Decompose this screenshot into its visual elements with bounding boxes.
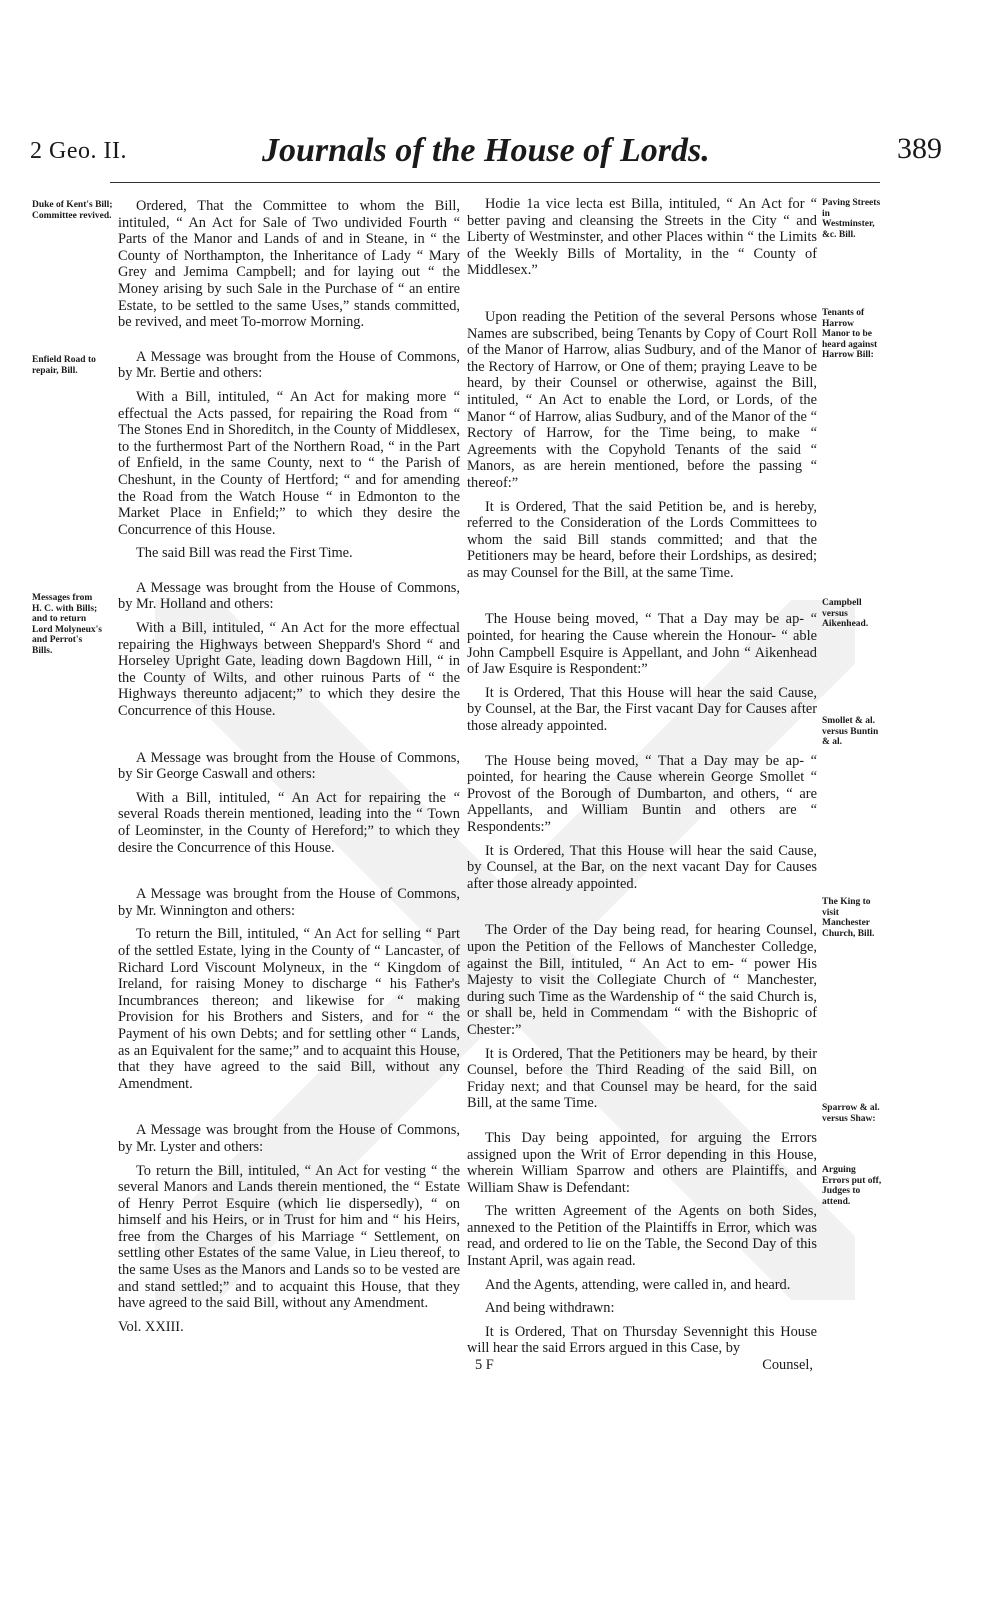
paragraph: With a Bill, intituled, “ An Act for repairing the “ several Roads therein mentioned, leading into the “ Town of Leominster, in the County of Hereford;” to which they desire the Concurrence of this House. (118, 789, 460, 856)
margin-note-right: Paving Streets in Westminster, &c. Bill. (822, 198, 881, 240)
paragraph: It is Ordered, That this House will hear the said Cause, by Counsel, at the Bar, the First vacant Day for Causes after those already appointed. (467, 684, 817, 735)
paragraph: To return the Bill, intituled, “ An Act for selling “ Part of the settled Estate, lying in the County of “ Lancaster, of Richard Lord Viscount Molyneux, in the “ Kingdom of Ireland, for raising Money to discharge “ his Father's Incumbrances thereon; and likewise for “ making Provision for his Brothers and Sisters, and for “ the Payment of his own Debts; and for settling other “ Lands, as an Equivalent for the same;” and to acquaint this House, that they have agreed to the said Bill, without any Amendment. (118, 926, 460, 1092)
page-number: 389 (897, 132, 942, 165)
regnal-year: 2 Geo. II. (30, 138, 127, 164)
paragraph: The Order of the Day being read, for hearing Counsel, upon the Petition of the Fellows of Manchester Colledge, against the Bill, intituled, “ An Act to em- “ power His Majesty to visit the Collegiate Church of “ Manchester, during such Time as the Wardenship of “ the said Church is, or shall be, held in Commendam “ with the Bishopric of Chester:” (467, 922, 817, 1038)
paragraph: The written Agreement of the Agents on both Sides, annexed to the Petition of the Plaintiffs in Error, which was read, and ordered to lie on the Table, the Second Day of this Instant April, was again read. (467, 1203, 817, 1270)
left-text-column (118, 198, 460, 1335)
right-text-column (467, 196, 817, 1375)
margin-note-right: Arguing Errors put off, Judges to attend. (822, 1165, 882, 1207)
margin-note-right: Smollet & al. versus Buntin & al. (822, 716, 879, 747)
margin-note-left: Enfield Road to repair, Bill. (32, 355, 96, 376)
paragraph: With a Bill, intituled, “ An Act for making more “ effectual the Acts passed, for repairing the Road from “ The Stones End in Shoreditch, in the County of Middlesex, to the furthermost Part of the Northern Road, “ in the Part of Enfield, in the same County, next to “ the Parish of Cheshunt, in the County of Hertford; “ and for amending the Road from the Watch House “ in Edmonton to the Market Place in Enfield;” to which they desire the Concurrence of this House. (118, 388, 460, 538)
journal-title: Journals of the House of Lords. (262, 132, 710, 169)
paragraph: With a Bill, intituled, “ An Act for the more effectual repairing the Highways between Sheppard's Shord “ and Horseley Upright Gate, leading down Bagdown Hill, “ in the County of Wilts, and other ruinous Parts of “ the Highways thereunto adjacent;” to which they desire the Concurrence of this House. (118, 620, 460, 720)
paragraph: This Day being appointed, for arguing the Errors assigned upon the Writ of Error depending in this House, wherein William Sparrow and others are Plaintiffs, and William Shaw is Defendant: (467, 1129, 817, 1196)
margin-note-right: Campbell versus Aikenhead. (822, 598, 869, 629)
paragraph: Upon reading the Petition of the several Persons whose Names are subscribed, being Tenants by Copy of Court Roll of the Manor of Harrow, alias Sudbury, and of the Manor of the Rectory of Harrow, or One of them; praying Leave to be heard, by their Counsel or otherwise, against the Bill, intituled, “ An Act to enable the Lord, or Lords, of the Manor “ of Harrow, alias Sudbury, and of the Manor of the “ Rectory of Harrow, for the Time being, to make “ Agreements with the Copyhold Tenants of the said “ Manors, as are herein mentioned, before the passing “ thereof:” (467, 308, 817, 491)
paragraph: The House being moved, “ That a Day may be ap- “ pointed, for hearing the Cause wherein the Honour- “ able John Campbell Esquire is Appellant, and John “ Aikenhead of Jaw Esquire is Respondent:” (467, 611, 817, 678)
margin-note-right: The King to visit Manchester Church, Bill. (822, 897, 875, 939)
paragraph: It is Ordered, That on Thursday Sevennight this House will hear the said Errors argued in this Case, by (467, 1323, 817, 1357)
margin-note-right: Sparrow & al. versus Shaw: (822, 1103, 880, 1124)
paragraph: The House being moved, “ That a Day may be ap- “ pointed, for hearing the Cause wherein George Smollet “ Provost of the Borough of Dumbarton, and others, “ are Appellants, and William Buntin and others are “ Respondents:” (467, 752, 817, 835)
paragraph: It is Ordered, That the Petitioners may be heard, by their Counsel, before the Third Reading of the said Bill, on Friday next; and that Counsel may be heard, for the said Bill, at the same Time. (467, 1045, 817, 1112)
margin-note-left: Messages from H. C. with Bills; and to return Lord Molyneux's and Perrot's Bills. (32, 593, 102, 656)
catchword: Counsel, (762, 1357, 813, 1374)
margin-note-right: Tenants of Harrow Manor to be heard against Harrow Bill: (822, 308, 878, 360)
signature-mark: 5 F (475, 1357, 494, 1374)
paragraph: A Message was brought from the House of Commons, by Sir George Caswall and others: (118, 749, 460, 783)
paragraph: It is Ordered, That this House will hear the said Cause, by Counsel, at the Bar, on the next vacant Day for Causes after those already appointed. (467, 842, 817, 892)
paragraph: A Message was brought from the House of Commons, by Mr. Bertie and others: (118, 348, 460, 382)
paragraph: Hodie 1a vice lecta est Billa, intituled, “ An Act for “ better paving and cleansing the Streets in the City “ and Liberty of Westminster, and other Places within “ the Limits of the Weekly Bills of Mortality, in the “ County of Middlesex.” (467, 196, 817, 279)
paragraph: It is Ordered, That the said Petition be, and is hereby, referred to the Consideration of the Lords Committees to whom the said Bill stands committed; and that the Petitioners may be heard, before their Lordships, as desired; as may Counsel for the Bill, at the same Time. (467, 498, 817, 581)
paragraph: And being withdrawn: (485, 1300, 615, 1317)
paragraph: A Message was brought from the House of Commons, by Mr. Lyster and others: (118, 1122, 460, 1155)
volume-label: Vol. XXIII. (118, 1318, 184, 1335)
margin-note-left: Duke of Kent's Bill; Committee revived. (32, 200, 113, 221)
page-header (0, 118, 992, 188)
header-rule (110, 182, 880, 183)
paragraph: And the Agents, attending, were called in, and heard. (485, 1276, 791, 1293)
paragraph: The said Bill was read the First Time. (136, 545, 353, 562)
paragraph: A Message was brought from the House of Commons, by Mr. Winnington and others: (118, 886, 460, 919)
paragraph: To return the Bill, intituled, “ An Act for vesting “ the several Manors and Lands therein mentioned, the “ Estate of Henry Perrot Esquire (which lie dispersedly), “ on himself and his Heirs, or in Trust for him and “ his Heirs, free from the Charges of his Marriage “ Settlement, on settling other Estates of the same Value, in Lieu thereof, to the same Uses as the Manors and Lands so to be vested are and stand settled;” and to acquaint this House, that they have agreed to the said Bill, without any Amendment. (118, 1162, 460, 1312)
paragraph: Ordered, That the Committee to whom the Bill, intituled, “ An Act for Sale of Two undivided Fourth “ Parts of the Manor and Lands of and in Steane, in “ the County of Northampton, the Inheritance of Lady “ Mary Grey and Jemima Campbell; and for laying out “ the Money arising by such Sale in the Purchase of “ an entire Estate, to be settled to the same Uses,” stands committed, be revived, and meet To-morrow Morning. (118, 198, 460, 331)
paragraph: A Message was brought from the House of Commons, by Mr. Holland and others: (118, 579, 460, 613)
